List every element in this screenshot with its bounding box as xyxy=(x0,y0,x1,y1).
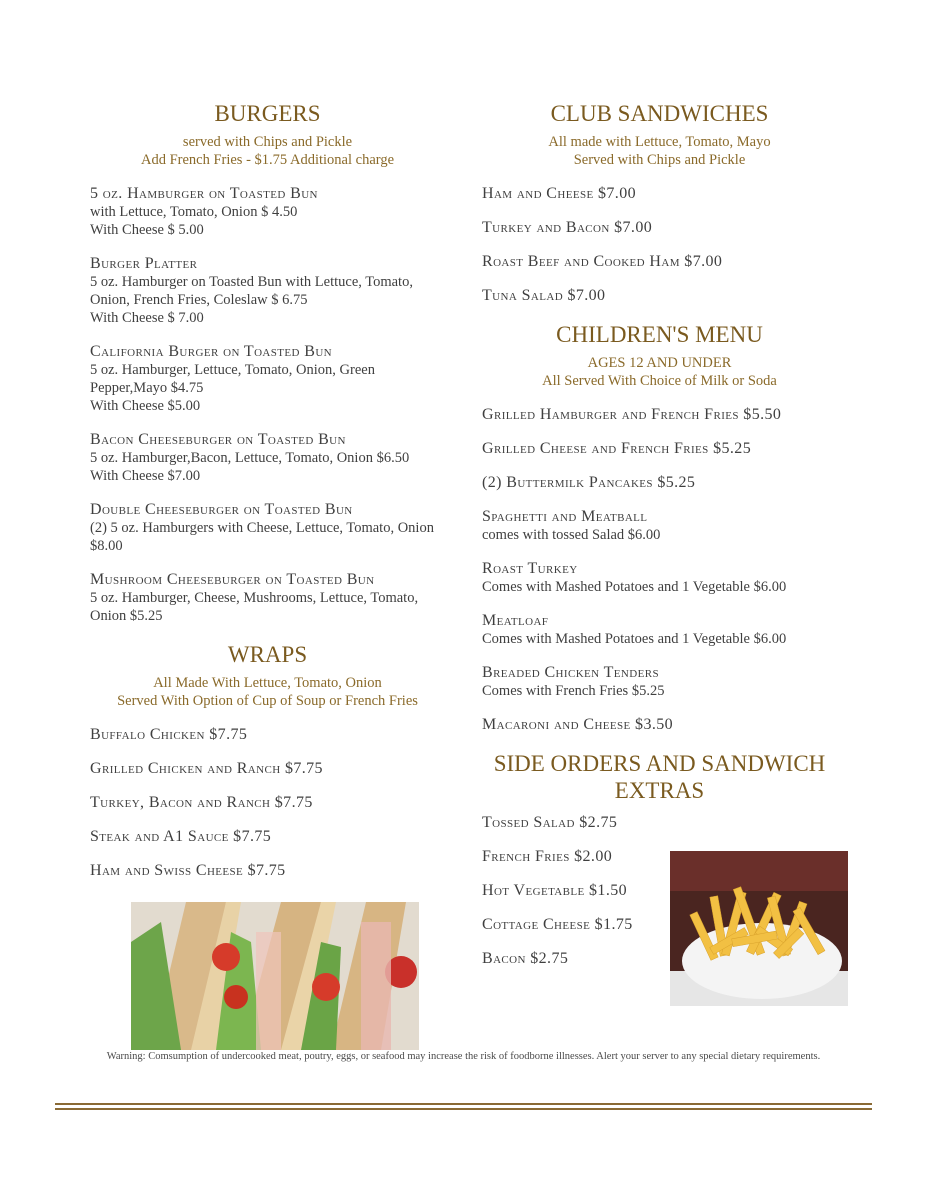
item-name: Grilled Cheese and French Fries $5.25 xyxy=(482,440,752,457)
menu-item xyxy=(90,255,445,327)
menu-item xyxy=(90,794,445,812)
menu-item xyxy=(482,814,662,832)
item-name: Grilled Hamburger and French Fries $5.50 xyxy=(482,406,782,423)
menu-item xyxy=(482,474,837,492)
item-name: Double Cheeseburger on Toasted Bun xyxy=(90,501,353,518)
item-name: Ham and Swiss Cheese $7.75 xyxy=(90,862,286,879)
menu-item xyxy=(90,726,445,744)
item-description: (2) 5 oz. Hamburgers with Cheese, Lettuce, Tomato, Onion $8.00 xyxy=(90,520,434,554)
wraps-title: WRAPS xyxy=(227,642,308,667)
item-description: 5 oz. Hamburger, Lettuce, Tomato, Onion, Green Pepper,Mayo $4.75 With Cheese $5.00 xyxy=(90,362,375,414)
item-name: Breaded Chicken Tenders xyxy=(482,664,659,681)
french-fries-photo xyxy=(670,851,848,1006)
burgers-title: BURGERS xyxy=(214,101,321,126)
item-name: Bacon Cheeseburger on Toasted Bun xyxy=(90,431,346,448)
item-name: Meatloaf xyxy=(482,612,549,629)
footer-rule-top xyxy=(55,1103,872,1105)
menu-item xyxy=(90,571,445,625)
item-name: Turkey, Bacon and Ranch $7.75 xyxy=(90,794,313,811)
club-subtitle-2: Served with Chips and Pickle xyxy=(573,152,746,168)
wraps-subtitle-2: Served With Option of Cup of Soup or French Fries xyxy=(117,693,418,709)
item-name: Mushroom Cheeseburger on Toasted Bun xyxy=(90,571,375,588)
menu-item xyxy=(90,431,445,485)
item-name: Spaghetti and Meatball xyxy=(482,508,648,525)
menu-item xyxy=(482,406,837,424)
menu-item xyxy=(482,440,837,458)
burgers-subtitle-1: served with Chips and Pickle xyxy=(182,134,353,150)
childrens-menu-section xyxy=(482,321,837,734)
item-description: with Lettuce, Tomato, Onion $ 4.50 With Cheese $ 5.00 xyxy=(90,204,298,238)
menu-item xyxy=(90,828,445,846)
item-name: Bacon $2.75 xyxy=(482,950,569,967)
item-name: Macaroni and Cheese $3.50 xyxy=(482,716,674,733)
menu-item xyxy=(482,882,662,900)
sides-title: SIDE ORDERS AND SANDWICH EXTRAS xyxy=(493,751,826,803)
wraps-subtitle-1: All Made With Lettuce, Tomato, Onion xyxy=(153,675,382,691)
item-name: Cottage Cheese $1.75 xyxy=(482,916,633,933)
item-name: Buffalo Chicken $7.75 xyxy=(90,726,248,743)
menu-item xyxy=(90,501,445,555)
menu-item xyxy=(90,760,445,778)
children-subtitle-2: All Served With Choice of Milk or Soda xyxy=(542,373,777,389)
item-name: (2) Buttermilk Pancakes $5.25 xyxy=(482,474,696,491)
item-description: Comes with Mashed Potatoes and 1 Vegetable $6.00 xyxy=(482,631,787,647)
item-name: Tossed Salad $2.75 xyxy=(482,814,618,831)
item-name: Burger Platter xyxy=(90,255,198,272)
left-column xyxy=(90,100,445,896)
menu-item xyxy=(90,343,445,415)
wraps-section xyxy=(90,641,445,880)
menu-item xyxy=(482,560,837,596)
item-name: Turkey and Bacon $7.00 xyxy=(482,219,653,236)
item-name: Hot Vegetable $1.50 xyxy=(482,882,628,899)
menu-item xyxy=(482,287,837,305)
footer-rule-bottom xyxy=(55,1108,872,1110)
menu-item xyxy=(90,862,445,880)
menu-item xyxy=(482,664,837,700)
warning-text: Warning: Comsumption of undercooked meat, poutry, eggs, or seafood may increase the risk of foodborne illnesses. Alert your server to any special dietary requirements. xyxy=(106,1051,821,1062)
burgers-subtitle-2: Add French Fries - $1.75 Additional charge xyxy=(140,152,395,168)
menu-item xyxy=(90,185,445,239)
children-title: CHILDREN'S MENU xyxy=(556,322,763,347)
item-description: 5 oz. Hamburger on Toasted Bun with Lettuce, Tomato, Onion, French Fries, Coleslaw $ 6.75 With Cheese $ 7.00 xyxy=(90,274,413,326)
club-title: CLUB SANDWICHES xyxy=(550,101,769,126)
menu-item xyxy=(482,916,662,934)
item-name: Roast Turkey xyxy=(482,560,578,577)
item-name: Roast Beef and Cooked Ham $7.00 xyxy=(482,253,723,270)
item-name: Grilled Chicken and Ranch $7.75 xyxy=(90,760,323,777)
menu-item xyxy=(482,848,662,866)
club-subtitle-1: All made with Lettuce, Tomato, Mayo xyxy=(548,134,771,150)
french-fries-illustration xyxy=(670,851,848,1006)
menu-item xyxy=(482,716,837,734)
sandwich-photo xyxy=(131,902,419,1050)
burgers-section xyxy=(90,100,445,625)
menu-item xyxy=(482,950,662,968)
item-name: California Burger on Toasted Bun xyxy=(90,343,333,360)
menu-item xyxy=(482,508,837,544)
item-description: 5 oz. Hamburger, Cheese, Mushrooms, Lettuce, Tomato, Onion $5.25 xyxy=(90,590,419,624)
menu-item xyxy=(482,253,837,271)
item-description: 5 oz. Hamburger,Bacon, Lettuce, Tomato, Onion $6.50 With Cheese $7.00 xyxy=(90,450,410,484)
item-name: Ham and Cheese $7.00 xyxy=(482,185,637,202)
menu-item xyxy=(482,185,837,203)
item-name: Tuna Salad $7.00 xyxy=(482,287,606,304)
item-description: Comes with French Fries $5.25 xyxy=(482,683,665,699)
menu-item xyxy=(482,612,837,648)
sandwich-illustration xyxy=(131,902,419,1050)
item-description: comes with tossed Salad $6.00 xyxy=(482,527,661,543)
club-sandwiches-section xyxy=(482,100,837,305)
item-name: 5 oz. Hamburger on Toasted Bun xyxy=(90,185,318,202)
item-name: French Fries $2.00 xyxy=(482,848,613,865)
menu-item xyxy=(482,219,837,237)
children-subtitle-1: AGES 12 AND UNDER xyxy=(587,355,732,371)
item-name: Steak and A1 Sauce $7.75 xyxy=(90,828,272,845)
item-description: Comes with Mashed Potatoes and 1 Vegetable $6.00 xyxy=(482,579,787,595)
